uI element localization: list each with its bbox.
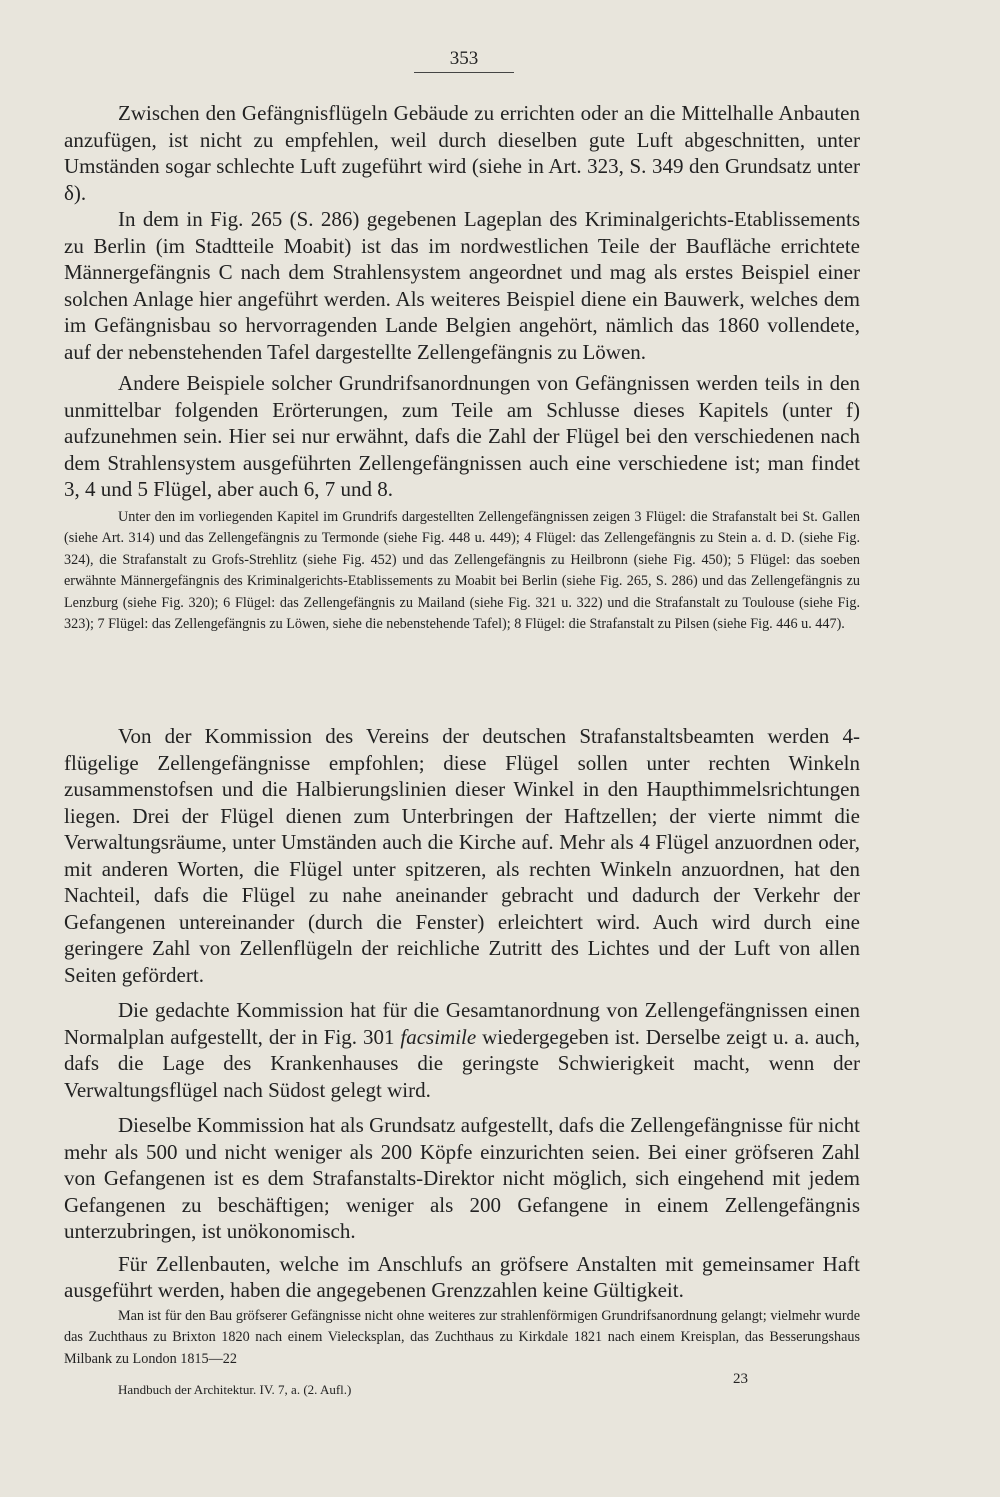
main-text-upper (64, 100, 860, 636)
sheet-signature: 23 (733, 1371, 748, 1387)
text-segment: Die gedachte Kommission hat für die Gesamtanordnung von Zellengefängnissen einen Normalplan aufgestellt, der in Fig. 301 (64, 998, 860, 1049)
text-segment: wiedergegeben ist. Derselbe zeigt u. a. auch, dafs die Lage des Krankenhauses die geringste Schwierigkeit macht, wenn der Verwaltungsflügel nach Südost gelegt wird. (64, 1024, 860, 1102)
main-text-lower (64, 723, 860, 1370)
page-number: 353 (414, 48, 514, 73)
paragraph: In dem in Fig. 265 (S. 286) gegebenen Lageplan des Kriminalgerichts-Etablissements zu Berlin (im Stadtteile Moabit) ist das im nordwestlichen Teile der Baufläche errichtete Männergefängnis C nach dem Strahlensystem angeordnet und mag als erstes Beispiel einer solchen Anlage hier angeführt werden. Als weiteres Beispiel diene ein Bauwerk, welches dem im Gefängnisbau so hervorragenden Lande Belgien angehört, nämlich das 1860 vollendete, auf der nebenstehenden Tafel dargestellte Zellengefängnis zu Löwen. (64, 207, 860, 364)
italic-term: facsimile (400, 1024, 477, 1049)
paragraph: Von der Kommission des Vereins der deutschen Strafanstaltsbeamten werden 4-flügelige Zellengefängnisse empfohlen; diese Flügel sollen unter rechten Winkeln zusammenstofsen und die Halbierungslinien dieser Winkel in den Haupthimmelsrichtungen liegen. Drei der Flügel dienen zum Unterbringen der Haftzellen; der vierte nimmt die Verwaltungsräume, unter Umständen auch die Kirche auf. Mehr als 4 Flügel anzuordnen oder, mit anderen Worten, die Flügel unter spitzeren, als rechten Winkeln anzuordnen, hat den Nachteil, dafs die Flügel zu nahe aneinander gebracht und dadurch der Verkehr der Gefangenen untereinander (durch die Fenster) erleichtert wird. Auch wird durch eine geringere Zahl von Zellenflügeln der reichliche Zutritt des Lichtes und der Luft von allen Seiten gefördert. (64, 724, 860, 987)
footnote: Unter den im vorliegenden Kapitel im Grundrifs dargestellten Zellengefängnissen zeigen 3 Flügel: die Strafanstalt bei St. Gallen (siehe Art. 314) und das Zellengefängnis zu Termonde (siehe Fig. 448 u. 449); 4 Flügel: das Zellengefängnis zu Stein a. d. D. (siehe Fig. 324), die Strafanstalt zu Grofs-Strehlitz (siehe Fig. 452) und das Zellengefängnis zu Heilbronn (siehe Fig. 450); 5 Flügel: das soeben erwähnte Männergefängnis des Kriminalgerichts-Etablissements zu Moabit bei Berlin (siehe Fig. 265, S. 286) und das Zellengefängnis zu Lenzburg (siehe Fig. 320); 6 Flügel: das Zellengefängnis zu Mailand (siehe Fig. 321 u. 322) und die Strafanstalt zu Toulouse (siehe Fig. 323); 7 Flügel: das Zellengefängnis zu Löwen, siehe die nebenstehende Tafel); 8 Flügel: die Strafanstalt zu Pilsen (siehe Fig. 446 u. 447). (64, 508, 860, 632)
paragraph: Für Zellenbauten, welche im Anschlufs an gröfsere Anstalten mit gemeinsamer Haft ausgeführt werden, haben die angegebenen Grenzzahlen keine Gültigkeit. (64, 1251, 860, 1302)
paragraph-facsimile (64, 997, 860, 1103)
footnote: Man ist für den Bau gröfserer Gefängnisse nicht ohne weiteres zur strahlenförmigen Grundrifsanordnung gelangt; vielmehr wurde das Zuchthaus zu Brixton 1820 nach einem Vielecksplan, das Zuchthaus zu Kirkdale 1821 nach einem Kreisplan, das Besserungshaus Milbank zu London 1815—22 (64, 1307, 860, 1367)
paragraph: Andere Beispiele solcher Grundrifsanordnungen von Gefängnissen werden teils in den unmittelbar folgenden Erörterungen, zum Teile am Schlusse dieses Kapitels (unter f) aufzunehmen sein. Hier sei nur erwähnt, dafs die Zahl der Flügel bei den verschiedenen nach dem Strahlensystem ausgeführten Zellengefängnissen auch eine verschiedene ist; man findet 3, 4 und 5 Flügel, aber auch 6, 7 und 8. (64, 371, 860, 501)
paragraph: Zwischen den Gefängnisflügeln Gebäude zu errichten oder an die Mittelhalle Anbauten anzufügen, ist nicht zu empfehlen, weil durch dieselben gute Luft abgeschnitten, unter Umständen sogar schlechte Luft zugeführt wird (siehe in Art. 323, S. 349 den Grundsatz unter δ). (64, 101, 860, 205)
imprint-line: Handbuch der Architektur. IV. 7, a. (2. Aufl.) (118, 1382, 352, 1397)
paragraph: Dieselbe Kommission hat als Grundsatz aufgestellt, dafs die Zellengefängnisse für nicht mehr als 500 und nicht weniger als 200 Köpfe einzurichten seien. Bei einer gröfseren Zahl von Gefangenen ist es dem Strafanstalts-Direktor nicht möglich, sich eingehend mit jedem Gefangenen zu beschäftigen; weniger als 200 Gefangene in einem Zellengefängnis unterzubringen, ist unökonomisch. (64, 1113, 860, 1243)
